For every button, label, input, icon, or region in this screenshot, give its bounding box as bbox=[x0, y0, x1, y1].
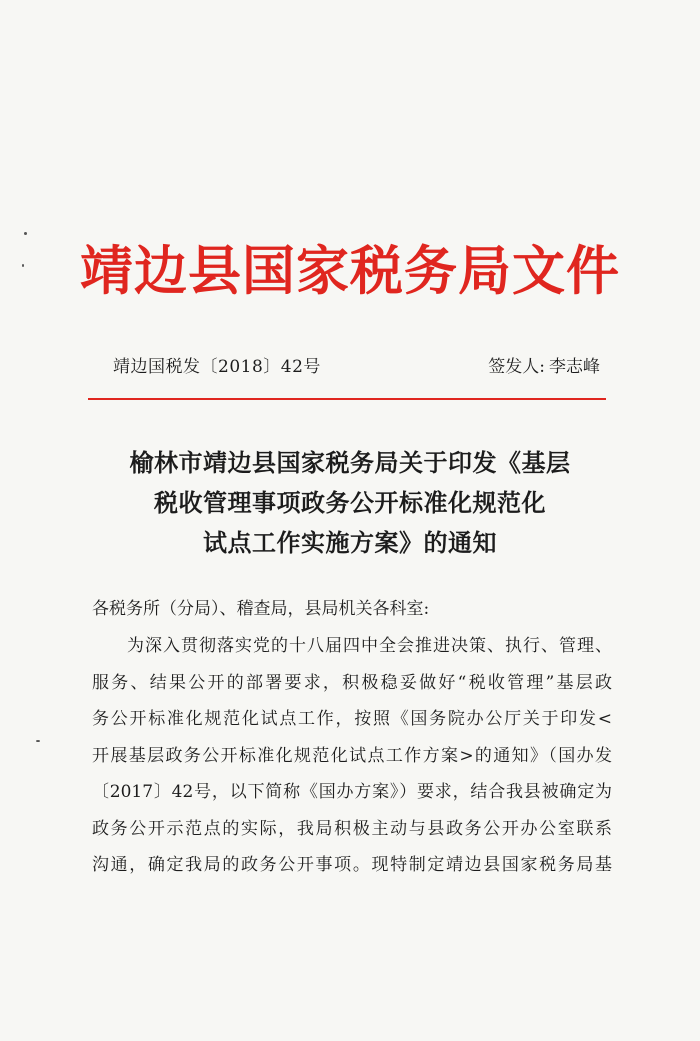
title-line: 试点工作实施方案》的通知 bbox=[203, 528, 497, 557]
document-title bbox=[80, 443, 620, 563]
body-line: 开展基层政务公开标准化规范化试点工作方案>的通知》（国办发 bbox=[92, 745, 612, 766]
document-masthead: 靖边县国家税务局文件 bbox=[80, 240, 620, 302]
red-divider-line bbox=[88, 398, 606, 400]
body-line: 务公开标准化规范化试点工作，按照《国务院办公厅关于印发< bbox=[92, 709, 612, 729]
title-line: 榆林市靖边县国家税务局关于印发《基层 bbox=[129, 448, 571, 477]
document-number: 靖边国税发〔2018〕42号 bbox=[113, 357, 321, 377]
body-line: 为深入贯彻落实党的十八届四中全会推进决策、执行、管理、 bbox=[127, 636, 612, 656]
scan-speck bbox=[22, 264, 24, 267]
body-line: 服务、结果公开的部署要求，积极稳妥做好“税收管理”基层政 bbox=[92, 672, 612, 693]
scan-speck bbox=[36, 740, 40, 742]
title-line: 税收管理事项政务公开标准化规范化 bbox=[154, 488, 546, 517]
body-line: 沟通，确定我局的政务公开事项。现特制定靖边县国家税务局基 bbox=[92, 855, 612, 875]
body-line: 政务公开示范点的实际，我局积极主动与县政务公开办公室联系 bbox=[92, 818, 612, 839]
issuer-label: 签发人: bbox=[488, 357, 545, 377]
body-line: 〔2017〕42号，以下简称《国办方案》）要求，结合我县被确定为 bbox=[92, 782, 612, 802]
salutation: 各税务所（分局）、稽查局，县局机关各科室: bbox=[92, 599, 430, 619]
issuer-line bbox=[488, 352, 600, 377]
scan-speck bbox=[24, 232, 27, 235]
body-paragraph bbox=[92, 628, 612, 884]
issuer-name: 李志峰 bbox=[549, 357, 600, 377]
